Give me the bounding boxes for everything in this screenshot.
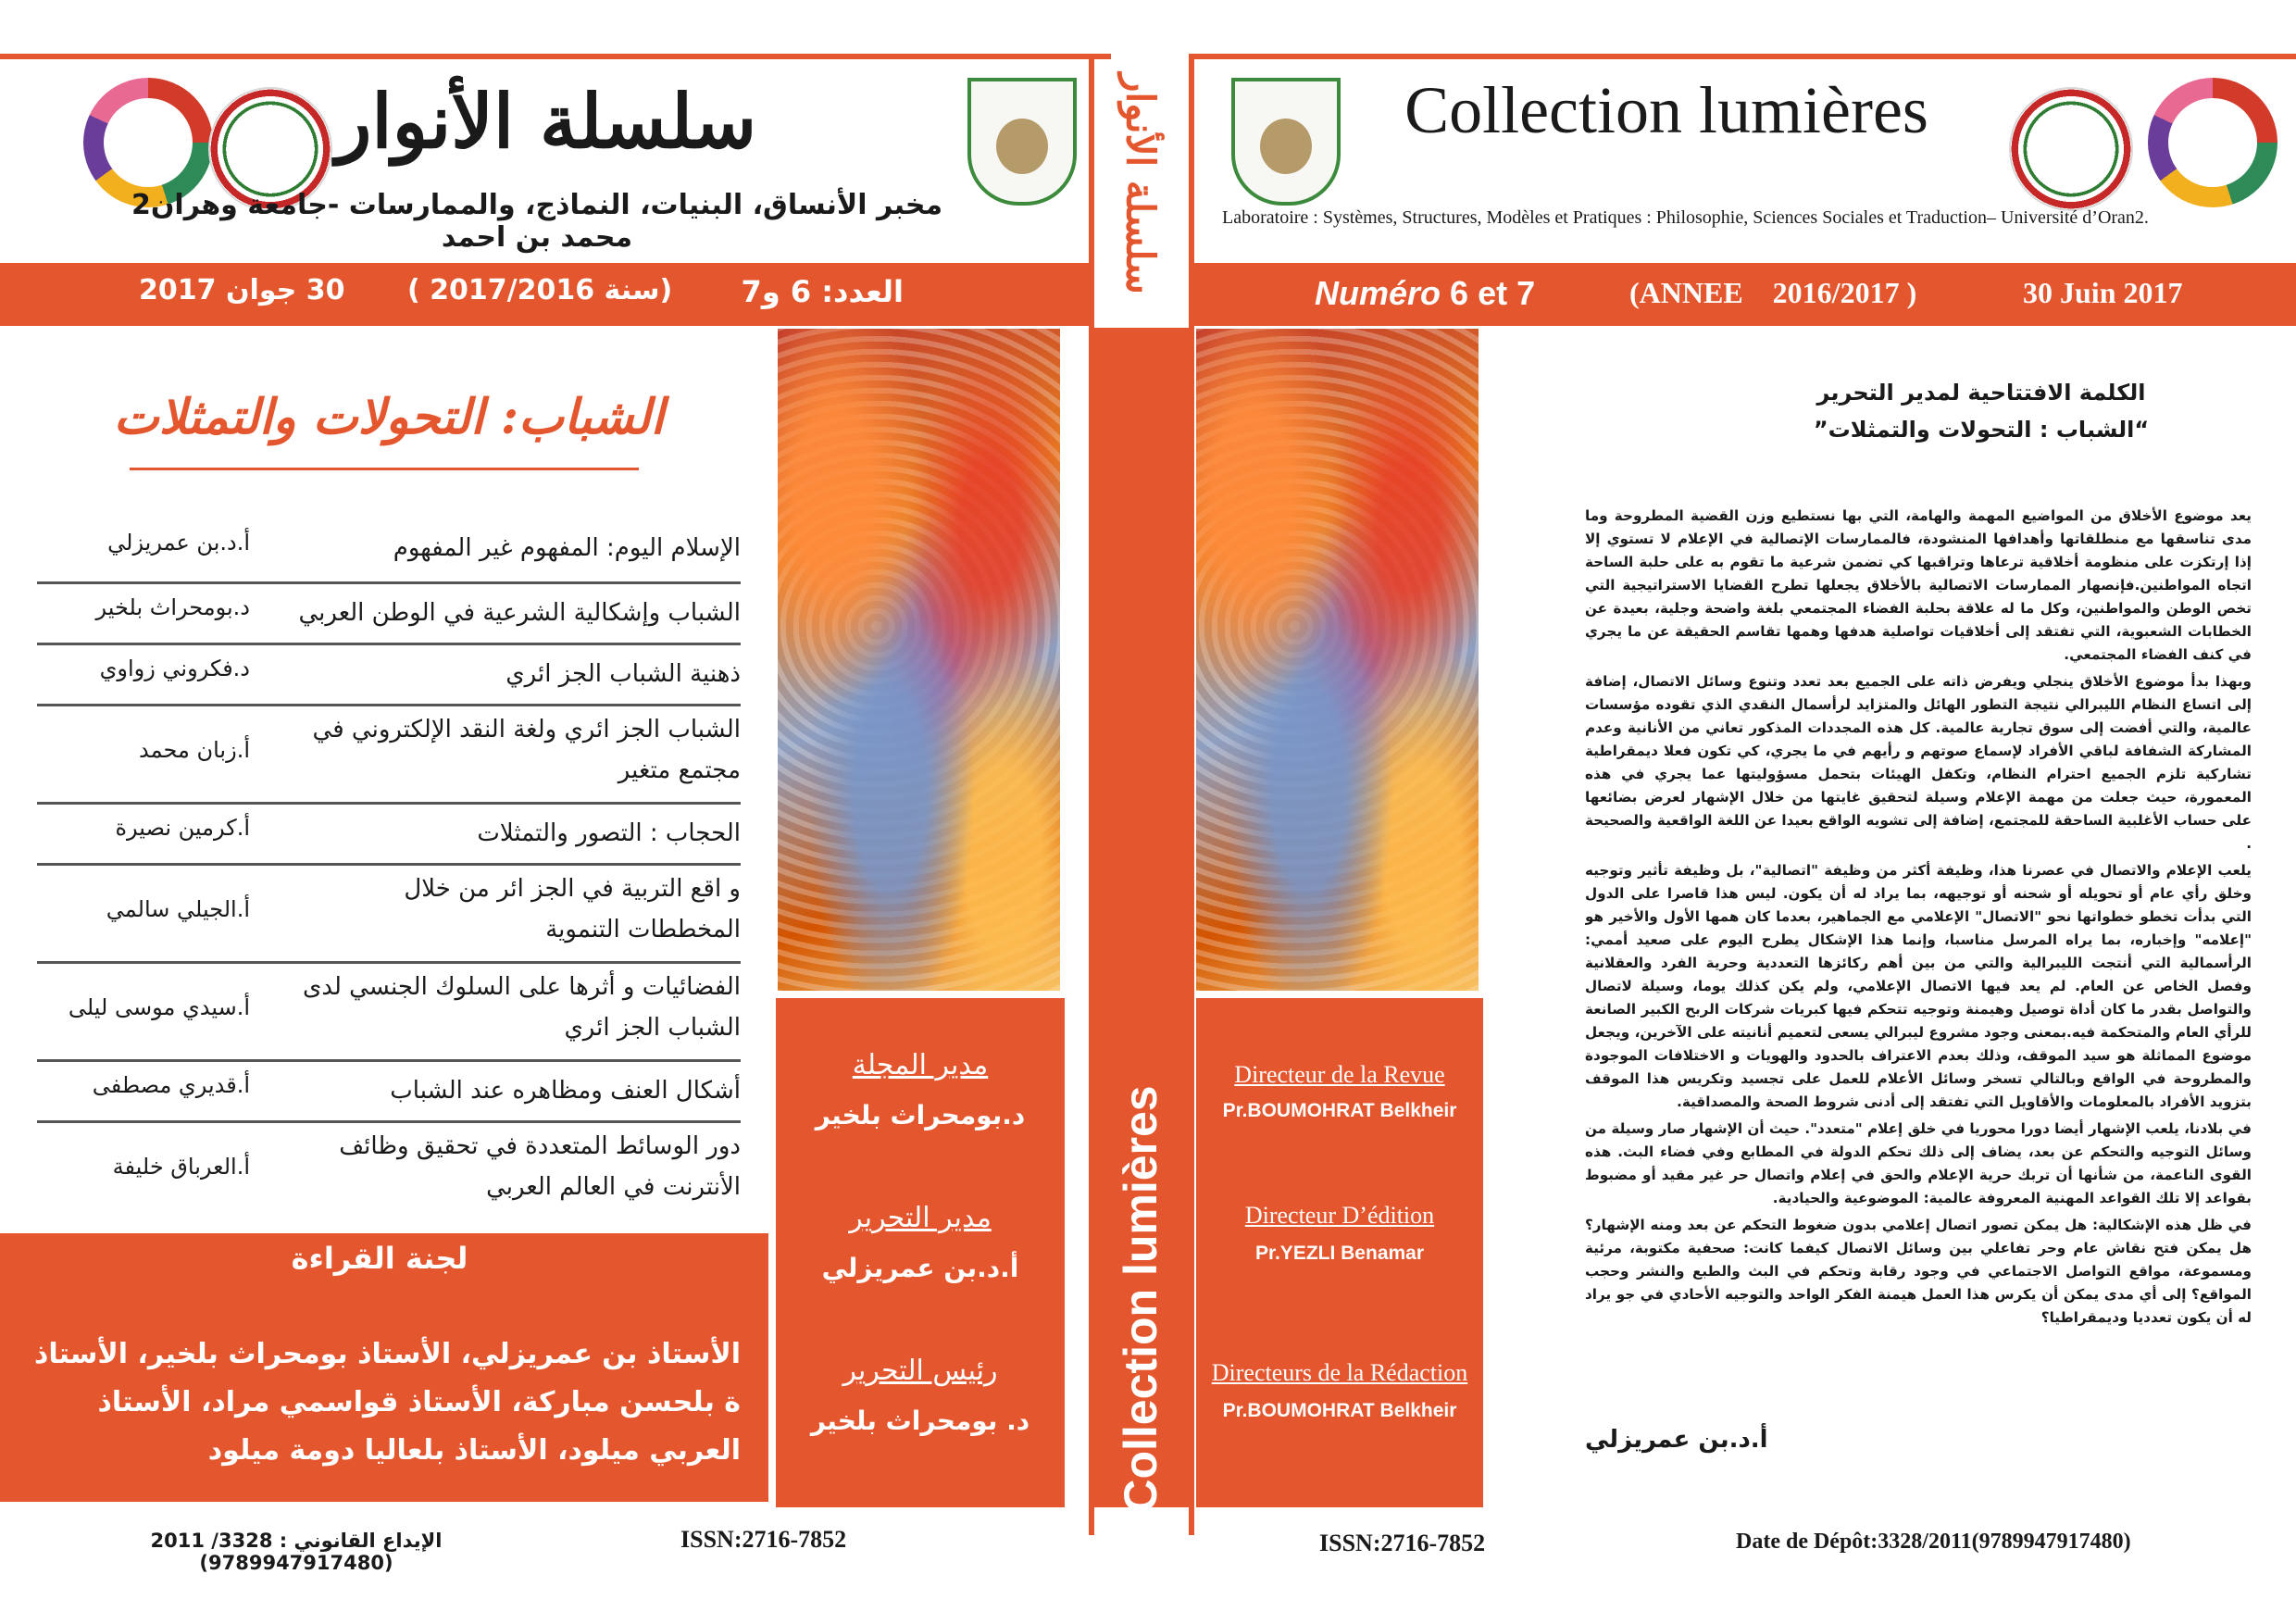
toc-author: د.بومحراث بلخير [95, 594, 250, 620]
university-oran2-logo-fr [1231, 78, 1341, 206]
spine-title-ar: سلسلة الأنوار [1117, 73, 1164, 294]
toc-row [37, 961, 741, 1062]
editorial-paragraph: يعد موضوع الأخلاق من المواضيع المهمة والهامة، التي بها نستطيع وزن القضية المطروحة وما مدى تناسقها مع منطلقاتها وأهدافها المنشودة، فالممارسات الإتصالية في الإعلام لا تستوي إلا إذا إرتكزت على منظومة أخلاقية ترعاها وتراقبها كي تضمن شرعية ما تقوم به على حلبة الساحة اتجاه المواطنين.فإنصهار الممارسات الاتصالية بالأخلاق يجعلها تطرح القضايا الاستراتيجية التي تخص الوطن والمواطنين، وكل ما له علاقة بحلبة الفضاء المجتمعي بلغة واضحة وجلية، بعيدة عن الخطابات الشعبوية، التي تفتقد إلى أخلاقيات تواصلية هدفها وهمها تقاسم الحقيقة عن ما يجري في كنف الفضاء المجتمعي. [1585, 507, 2252, 663]
depot-fr: Date de Dépôt:3328/2011(9789947917480) [1736, 1530, 2131, 1554]
issue-date-ar: 30 جوان 2017 [139, 274, 345, 306]
reading-committee-text: الأستاذ بن عمريزلي، الأستاذ بومحراث بلخير، الأستاذ ة بلحسن مباركة، الأستاذ قواسمي مراد، الأستاذ العربي ميلود، الأستاذ بلعاليا دومة ميلود [33, 1338, 741, 1467]
toc-row [37, 509, 741, 584]
toc-row [37, 863, 741, 964]
reading-committee-title: لجنة القراءة [291, 1241, 468, 1276]
cover-title-fr: Collection lumières [1404, 73, 1928, 147]
directeur-edition-name: Pr.YEZLI Benamar [1254, 1243, 1425, 1264]
direction-box-fr [1196, 998, 1483, 1507]
issue-band-ar [0, 263, 1089, 326]
table-of-contents [37, 509, 741, 1231]
reading-committee-box [0, 1233, 768, 1502]
toc-title: الشباب الجز ائري ولغة النقد الإلكتروني في مجتمع متغير [312, 716, 741, 784]
toc-title: أشكال العنف ومظاهره عند الشباب [390, 1077, 741, 1105]
toc-title: الحجاب : التصور والتمثلات [477, 819, 741, 847]
toc-author: أ.سيدي موسى ليلى [68, 994, 250, 1020]
toc-author: د.فكروني زواوي [99, 656, 250, 681]
spine-title-fr: Collection lumières [1115, 1085, 1167, 1513]
toc-title: دور الوسائط المتعددة في تحقيق وظائف الأنترنت في العالم العربي [339, 1132, 741, 1201]
toc-title: و اقع التربية في الجز ائر من خلال المخططات التنموية [404, 875, 741, 943]
editor-name: د.بومحراث بلخير [815, 1100, 1026, 1131]
toc-author: أ.كرمين نصيرة [115, 815, 250, 841]
editorial-signature: أ.د.بن عمريزلي [1585, 1426, 1768, 1454]
toc-author: أ.قديري مصطفى [92, 1072, 250, 1098]
art-panel-left [778, 329, 1060, 991]
toc-title: الإسلام اليوم: المفهوم غير المفهوم [393, 534, 741, 562]
art-panel-right [1196, 329, 1479, 991]
directeurs-redaction-label: Directeurs de la Rédaction [1211, 1359, 1468, 1386]
toc-row [37, 802, 741, 866]
directeur-revue-label: Directeur de la Revue [1234, 1061, 1445, 1088]
head-name: د. بومحراث بلخير [810, 1405, 1030, 1436]
editorial-heading: الكلمة الافتتاحية لمدير التحرير [1816, 380, 2146, 406]
editor-label: مدير المجلة [852, 1049, 989, 1081]
editorial-paragraph: يلعب الإعلام والاتصال في عصرنا هذا، وظيفة أكثر من وظيفة "اتصالية"، بل وظيفة تأثير وتوجيه وخلق رأي عام أو تحويله أو شحنه أو توجيهه، بما يراد له أن يكون. ليس هذا قاصرا على الدول التي بدأت تخطو خطواتها نحو "الاتصال" الإعلامي مع الجماهير، بعدما كان همها الأول والأخير هو "إعلامه" وإخباره، بما يراه المرسل مناسبا، وإنما هذا الإشكال يطرح اليوم على صعيد أممي: الرأسمالية التي أنتجت الليبرالية والتي من بين أهم ركائزها التعددية وحرية الفرد والعقلانية وفصل الخاص عن العام. لم يعد فيها الاتصال الإعلامي، ولم يكن كذلك يوما، وسيلة لاتصال والتواصل بقدر ما كان أداة توصيل وهيمنة وتوجيه تتحكم فيها كبريات شركات الربح الكبير الصانعة للرأي العام والمتحكمة فيه.بمعنى وجود مشروع ليبرالي يسعى لتعميم أنانيته على الآخرين، ويجعل موضوع المماثلة هو سيد الموقف، وذلك بعدم الاعتراف بالحدود والهويات و الاختلافات الموجودة والمطروحة في الواقع وبالتالي تسخر وسائل الأعلام للعمل على تجسيد وتكريس هذا الموقف بتزويد الأفراد بالمعلومات والأقاويل التي تفتقد إلى أدنى شروط الصحة والمصداقية. [1585, 862, 2252, 1110]
chief-name: أ.د.بن عمريزلي [821, 1253, 1019, 1283]
issn-right: ISSN:2716-7852 [1319, 1530, 1486, 1556]
arabic-cover-header [0, 59, 1089, 263]
directeur-revue-name: Pr.BOUMOHRAT Belkheir [1222, 1100, 1457, 1121]
toc-title: الشباب وإشكالية الشرعية في الوطن العربي [298, 599, 741, 627]
editorial-paragraph: في ظل هذه الإشكالية: هل يمكن تصور اتصال إعلامي بدون ضغوط التحكم عن بعد ومنه الإشهار؟ هل يمكن فتح نقاش عام وحر تفاعلي بين وسائل الاتصال كيفما كانت: صحفية مكتوبة، مرئية ومسموعة، مواقع التواصل الاجتماعي في وجود رقابة وتحكم في البث والطبع والنشر وحجب المواقع؟ إلى أي مدى يمكن أن يكرس هذا العمل هيمنة الفكر الواحد والتوجيه الأحادي في جو يراد له أن يكون تعدديا وديمقراطيا؟ [1585, 1217, 2252, 1326]
annee-fr: (ANNEE 2016/2017 ) [1629, 276, 1917, 309]
theme-title-ar: الشباب: التحولات والتمثلات [113, 389, 665, 445]
issue-year-ar: (سنة 2017/2016 ) [407, 274, 673, 306]
lab-line-ar: مخبر الأنساق، البنيات، النماذج، والممارسات -جامعة وهران2 محمد بن احمد [131, 189, 943, 254]
chief-label: مدير التحرير [849, 1202, 992, 1234]
numero-fr: Numéro 6 et 7 [1315, 274, 1536, 312]
editorial-body [1585, 505, 2252, 1430]
french-cover-header [1194, 59, 2296, 263]
issue-band-fr [1194, 263, 2296, 326]
university-oran2-logo [967, 78, 1077, 206]
cover-title-ar: سلسلة الأنوار [335, 78, 757, 165]
toc-title: الفضائيات و أثرها على السلوك الجنسي لدى الشباب الجز ائري [303, 973, 741, 1042]
directeurs-redaction-name: Pr.BOUMOHRAT Belkheir [1222, 1400, 1457, 1421]
toc-title: ذهنية الشباب الجز ائري [505, 660, 741, 688]
toc-author: أ.الجيلي سالمي [106, 896, 250, 922]
theme-underline [130, 468, 639, 470]
tree-emblem-logo-fr [2009, 87, 2133, 211]
toc-author: أ.د.بن عمريزلي [107, 530, 250, 556]
issue-label-ar: العدد: 6 و7 [741, 274, 904, 309]
spine-bottom [1094, 328, 1189, 1513]
toc-author: أ.العرباق خليفة [112, 1154, 250, 1180]
laboratory-logo-fr [2148, 78, 2277, 207]
toc-row [37, 1059, 741, 1123]
issn-left: ISSN:2716-7852 [680, 1526, 847, 1553]
toc-author: أ.زبان محمد [139, 737, 250, 763]
toc-row [37, 581, 741, 645]
legal-deposit-ar: الإيداع القانوني : 3328/ 2011 (9789947917480) [150, 1530, 443, 1574]
spine-top [1094, 59, 1189, 328]
toc-row [37, 1120, 741, 1218]
toc-row [37, 643, 741, 706]
spine-info-box [776, 998, 1065, 1507]
date-fr: 30 Juin 2017 [2023, 276, 2183, 309]
lab-line-fr: Laboratoire : Systèmes, Structures, Modèles et Pratiques : Philosophie, Sciences Sociales et Traduction– Université d’Oran2. [1222, 207, 2149, 228]
editorial-paragraph: وبهذا بدأ موضوع الأخلاق ينجلي ويفرض ذاته على الجميع بعد تعدد وتنوع وسائل الاتصال، إضافة إلى اتساع النظام الليبرالي نتيجة التطور الهائل والمتزايد لرأسمال النقدي الذي تقوده مؤسسات عالمية، والتي أفضت إلى سوق تجارية عالمية. كل هذه المجددات المذكور تعاني من الأنانية وعدم المشاركة الشفافة لباقي الأفراد لإسماع صوتهم و رأيهم في ما يجري، كي تكون فعلا ديمقراطية تشاركية تلزم الجميع احترام النظام، وتكفل الهيئات بتحمل مسؤوليتها عما يجري في هذه المعمورة، حيث جعلت من مهمة الإعلام وسيلة لتحقيق غايتها من خلال الإشهار لعرض بضائعها على حساب الأغلبية الساحقة للمجتمع، إضافة إلى تشويه الواقع بعيدا عن اللغة الواقعية والصحيحة . [1585, 673, 2252, 852]
toc-row [37, 704, 741, 805]
editorial-paragraph: في بلادنا، يلعب الإشهار أيضا دورا محوريا في خلق إعلام "متعدد". حيث أن الإشهار صار وسيلة من وسائل التوجيه والتحكم عن بعد، يضاف إلى ذلك تحكم الدولة في المطابع وفي فضاء البث. هذه القوى الناعمة، من شأنها أن تربك حرية الإعلام والحق في إعلام واتصال حر غير مقيد أو مضبوط بقواعد إلا تلك القواعد المهنية المعروفة عالمية: الموضوعية والحيادية. [1585, 1120, 2252, 1206]
head-label: رئيس التحرير [842, 1355, 998, 1387]
editorial-subheading: “الشباب : التحولات والتمثلات” [1813, 417, 2150, 443]
laboratory-logo [83, 78, 213, 207]
directeur-edition-label: Directeur D’édition [1244, 1202, 1435, 1229]
